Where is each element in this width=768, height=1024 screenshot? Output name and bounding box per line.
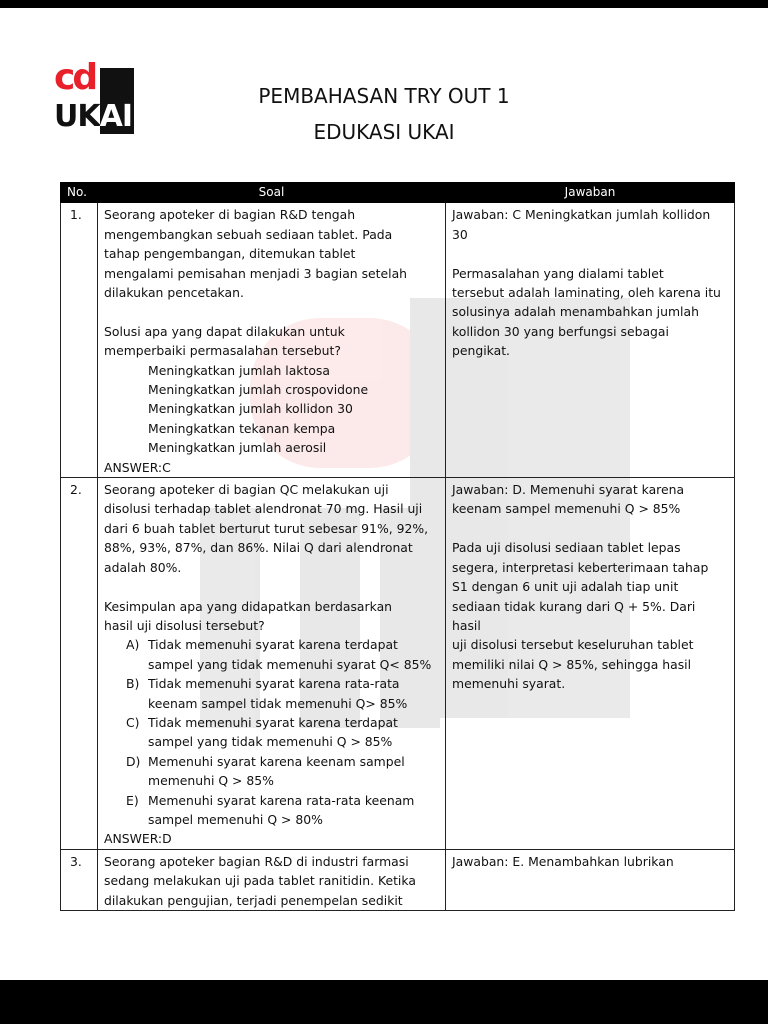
answer-key: ANSWER:C — [104, 459, 171, 475]
option-item: E) Memenuhi syarat karena rata-rata keenam — [126, 792, 415, 808]
option-item: Meningkatkan tekanan kempa — [148, 420, 336, 436]
question-cell: Seorang apoteker di bagian R&D tengah mengembangkan sebuah sediaan tablet. Pada tahap pengembangan, ditemukan tablet mengalami pemisahan menjadi 3 bagian setelah dilakukan pencetakan. Solusi apa yang dapat dilakukan untuk memperbaiki permasalahan tersebut? Meningkatkan jumlah laktosa Meningkatkan jumlah crospovidone Meningkatkan jumlah kollidon 30 Meningkatkan tekanan kempa Meningkatkan jumlah aerosil ANSWER:C — [98, 203, 446, 478]
option-item: C) Tidak memenuhi syarat karena terdapat — [126, 714, 398, 730]
table-row — [61, 478, 735, 850]
page-title: PEMBAHASAN TRY OUT 1 — [258, 84, 510, 108]
option-item: Meningkatkan jumlah crospovidone — [148, 382, 369, 398]
answer-key: ANSWER:D — [104, 831, 172, 847]
option-item: Meningkatkan jumlah kollidon 30 — [148, 401, 353, 417]
table-row — [61, 203, 735, 478]
header-soal: Soal — [98, 183, 446, 203]
explanation-cell: Jawaban: C Meningkatkan jumlah kollidon 30 Permasalahan yang dialami tablet tersebut adalah laminating, oleh karena itu solusinya adalah menambahkan jumlah kollidon 30 yang berfungsi sebagai pengikat. — [446, 203, 735, 478]
header-no: No. — [61, 183, 98, 203]
answer-table — [60, 182, 735, 911]
question-cell: Seorang apoteker di bagian QC melakukan uji disolusi terhadap tablet alendronat 70 mg. Hasil uji dari 6 buah tablet berturut turut sebesar 91%, 92%, 88%, 93%, 87%, dan 86%. Nilai Q dari alendronat adalah 80%. Kesimpulan apa yang didapatkan berdasarkan hasil uji disolusi tersebut? A) Tidak memenuhi syarat karena terdapat sampel yang tidak memenuhi syarat Q< 85% B) Tidak memenuhi syarat karena rata-rata keenam sampel tidak memenuhi Q> 85% C) Tidak memenuhi syarat karena terdapat sampel yang tidak memenuhi Q > 85% D) Memenuhi syarat karena keenam sampel memenuhi Q > 85% E) Memenuhi syarat karena rata-rata keenam sampel memenuhi Q > 80% ANSWER:D — [98, 478, 446, 850]
header-jawaban: Jawaban — [446, 183, 735, 203]
row-number: 1. — [61, 203, 98, 478]
option-item: A) Tidak memenuhi syarat karena terdapat — [126, 637, 398, 653]
option-item: Meningkatkan jumlah aerosil — [148, 440, 327, 456]
row-number: 3. — [61, 849, 98, 910]
row-number: 2. — [61, 478, 98, 850]
document-page — [0, 8, 768, 980]
explanation-cell: Jawaban: D. Memenuhi syarat karena keenam sampel memenuhi Q > 85% Pada uji disolusi sediaan tablet lepas segera, interpretasi keberterimaan tahap S1 dengan 6 unit uji adalah tiap unit sediaan tidak kurang dari Q + 5%. Dari hasil uji disolusi tersebut keseluruhan tablet memiliki nilai Q > 85%, sehingga hasil memenuhi syarat. — [446, 478, 735, 850]
page-subtitle: EDUKASI UKAI — [313, 120, 455, 144]
option-item: B) Tidak memenuhi syarat karena rata-rata — [126, 676, 400, 692]
option-item: D) Memenuhi syarat karena keenam sampel — [126, 753, 405, 769]
explanation-cell: Jawaban: E. Menambahkan lubrikan — [446, 849, 735, 910]
option-item: Meningkatkan jumlah laktosa — [148, 362, 330, 378]
edukasi-ukai-logo: cd UKAI — [54, 57, 132, 134]
question-cell: Seorang apoteker bagian R&D di industri farmasi sedang melakukan uji pada tablet ranitidin. Ketika dilakukan pengujian, terjadi penempelan sedikit — [98, 849, 446, 910]
table-row — [61, 849, 735, 910]
bottom-bar — [0, 980, 768, 1024]
